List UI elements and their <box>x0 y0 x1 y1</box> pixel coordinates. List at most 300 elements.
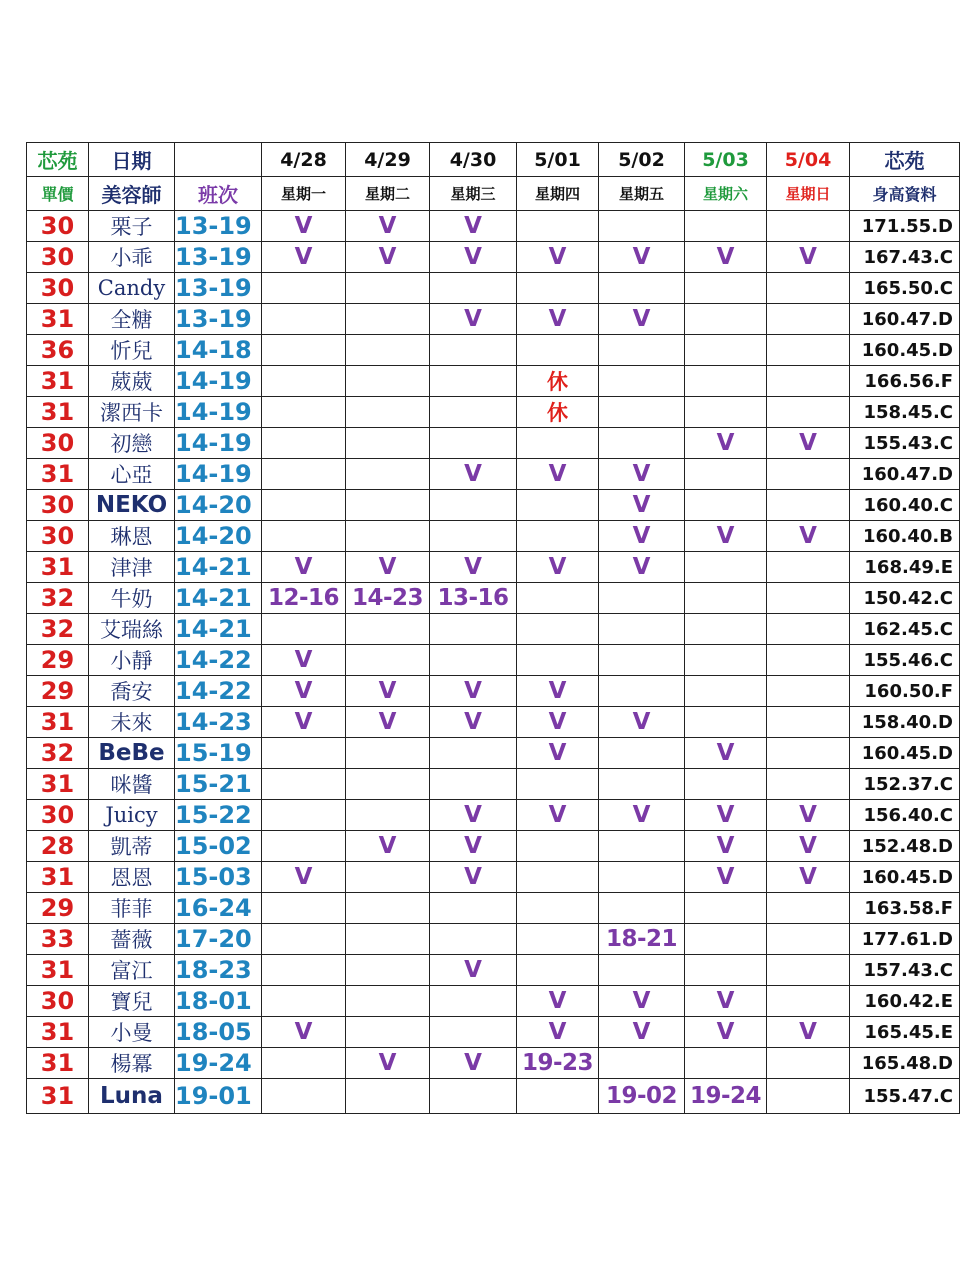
day-cell-empty <box>346 645 430 676</box>
day-cell-check: V <box>262 552 346 583</box>
day-cell-check: V <box>767 1017 850 1048</box>
day-cell-empty <box>517 211 599 242</box>
shift-cell: 14-20 <box>175 490 262 521</box>
price-cell: 29 <box>27 676 89 707</box>
day-cell-check: V <box>262 707 346 738</box>
table-row <box>27 459 960 490</box>
day-cell-empty <box>599 583 685 614</box>
table-row <box>27 211 960 242</box>
stylist-name: 初戀 <box>89 428 175 459</box>
day-cell-check: V <box>517 986 599 1017</box>
day-cell-empty <box>599 366 685 397</box>
day-cell-time: 18-21 <box>599 924 685 955</box>
day-cell-empty <box>599 397 685 428</box>
day-cell-check: V <box>346 1048 430 1079</box>
stylist-name: 艾瑞絲 <box>89 614 175 645</box>
day-cell-empty <box>262 273 346 304</box>
day-cell-check: V <box>430 707 517 738</box>
stylist-name: Candy <box>89 273 175 304</box>
price-cell: 36 <box>27 335 89 366</box>
stylist-name: 寶兒 <box>89 986 175 1017</box>
day-cell-empty <box>262 831 346 862</box>
shift-cell: 17-20 <box>175 924 262 955</box>
day-cell-check: V <box>430 459 517 490</box>
stylist-name: 牛奶 <box>89 583 175 614</box>
day-cell-time: 12-16 <box>262 583 346 614</box>
header-row-labels <box>27 177 960 211</box>
shift-cell: 15-03 <box>175 862 262 893</box>
weekday-cell-saturday: 星期六 <box>685 177 767 211</box>
day-cell-empty <box>767 769 850 800</box>
price-cell: 31 <box>27 955 89 986</box>
height-cell: 157.43.C <box>850 955 960 986</box>
day-cell-empty <box>685 211 767 242</box>
day-cell-empty <box>262 366 346 397</box>
day-cell-empty <box>262 800 346 831</box>
height-cell: 152.37.C <box>850 769 960 800</box>
table-row <box>27 831 960 862</box>
day-cell-empty <box>346 955 430 986</box>
day-cell-check: V <box>262 645 346 676</box>
table-row <box>27 1079 960 1114</box>
day-cell-empty <box>346 769 430 800</box>
day-cell-empty <box>685 924 767 955</box>
table-row <box>27 273 960 304</box>
day-cell-empty <box>767 614 850 645</box>
day-cell-empty <box>599 1048 685 1079</box>
day-cell-empty <box>262 304 346 335</box>
day-cell-check: V <box>346 242 430 273</box>
weekday-cell: 星期一 <box>262 177 346 211</box>
day-cell-empty <box>262 521 346 552</box>
height-cell: 160.45.D <box>850 335 960 366</box>
price-cell: 30 <box>27 521 89 552</box>
day-cell-check: V <box>599 521 685 552</box>
day-cell-check: V <box>346 211 430 242</box>
table-row <box>27 242 960 273</box>
shift-cell: 16-24 <box>175 893 262 924</box>
weekday-cell-sunday: 星期日 <box>767 177 850 211</box>
table-row <box>27 397 960 428</box>
height-cell: 165.48.D <box>850 1048 960 1079</box>
day-cell-empty <box>517 645 599 676</box>
stylist-name: 未來 <box>89 707 175 738</box>
price-cell: 31 <box>27 707 89 738</box>
day-cell-empty <box>346 366 430 397</box>
day-cell-rest: 休 <box>517 366 599 397</box>
day-cell-check: V <box>346 831 430 862</box>
day-cell-empty <box>346 986 430 1017</box>
shift-cell: 19-24 <box>175 1048 262 1079</box>
table-row <box>27 645 960 676</box>
day-cell-check: V <box>517 304 599 335</box>
day-cell-empty <box>262 459 346 490</box>
height-cell: 158.45.C <box>850 397 960 428</box>
day-cell-empty <box>346 924 430 955</box>
weekday-cell: 星期五 <box>599 177 685 211</box>
day-cell-check: V <box>517 738 599 769</box>
day-cell-check: V <box>517 242 599 273</box>
day-cell-check: V <box>430 800 517 831</box>
shift-cell: 19-01 <box>175 1079 262 1114</box>
day-cell-empty <box>430 924 517 955</box>
price-cell: 30 <box>27 428 89 459</box>
stylist-name: 咪醬 <box>89 769 175 800</box>
height-cell: 160.45.D <box>850 862 960 893</box>
day-cell-empty <box>767 893 850 924</box>
day-cell-empty <box>685 707 767 738</box>
day-cell-empty <box>767 583 850 614</box>
height-cell: 150.42.C <box>850 583 960 614</box>
day-cell-empty <box>767 211 850 242</box>
header-row-dates <box>27 143 960 177</box>
shift-cell: 14-19 <box>175 397 262 428</box>
stylist-name: 小乖 <box>89 242 175 273</box>
day-cell-empty <box>430 397 517 428</box>
day-cell-empty <box>346 614 430 645</box>
day-cell-empty <box>685 583 767 614</box>
day-cell-empty <box>767 1048 850 1079</box>
height-cell: 160.42.E <box>850 986 960 1017</box>
stylist-name: 全糖 <box>89 304 175 335</box>
stylist-name: 琳恩 <box>89 521 175 552</box>
date-cell: 4/29 <box>346 143 430 177</box>
shift-cell: 14-18 <box>175 335 262 366</box>
height-label: 身高資料 <box>850 177 960 211</box>
day-cell-empty <box>599 738 685 769</box>
day-cell-empty <box>685 676 767 707</box>
shift-cell: 15-21 <box>175 769 262 800</box>
day-cell-check: V <box>430 1048 517 1079</box>
day-cell-check: V <box>599 304 685 335</box>
stylist-name: BeBe <box>89 738 175 769</box>
day-cell-check: V <box>517 552 599 583</box>
day-cell-empty <box>262 335 346 366</box>
day-cell-check: V <box>599 242 685 273</box>
day-cell-check: V <box>767 800 850 831</box>
day-cell-empty <box>599 428 685 459</box>
day-cell-empty <box>262 397 346 428</box>
height-cell: 165.50.C <box>850 273 960 304</box>
day-cell-check: V <box>767 428 850 459</box>
table-row <box>27 800 960 831</box>
table-row <box>27 335 960 366</box>
empty-header-cell <box>175 143 262 177</box>
price-cell: 30 <box>27 986 89 1017</box>
day-cell-empty <box>517 862 599 893</box>
day-cell-empty <box>767 1079 850 1114</box>
day-cell-check: V <box>599 707 685 738</box>
table-row <box>27 862 960 893</box>
table-row <box>27 924 960 955</box>
price-cell: 31 <box>27 1017 89 1048</box>
day-cell-empty <box>262 769 346 800</box>
day-cell-check: V <box>599 800 685 831</box>
day-cell-check: V <box>685 521 767 552</box>
day-cell-empty <box>430 769 517 800</box>
day-cell-empty <box>517 335 599 366</box>
stylist-name: 恩恩 <box>89 862 175 893</box>
day-cell-check: V <box>262 211 346 242</box>
day-cell-empty <box>346 862 430 893</box>
day-cell-check: V <box>262 676 346 707</box>
day-cell-empty <box>517 521 599 552</box>
price-cell: 32 <box>27 738 89 769</box>
price-cell: 30 <box>27 490 89 521</box>
day-cell-empty <box>767 645 850 676</box>
shift-cell: 14-22 <box>175 676 262 707</box>
day-cell-empty <box>262 924 346 955</box>
stylist-name: 小曼 <box>89 1017 175 1048</box>
height-cell: 160.45.D <box>850 738 960 769</box>
day-cell-rest: 休 <box>517 397 599 428</box>
date-cell: 5/02 <box>599 143 685 177</box>
height-cell: 160.47.D <box>850 304 960 335</box>
shift-label: 班次 <box>175 177 262 211</box>
day-cell-time: 19-24 <box>685 1079 767 1114</box>
shift-cell: 14-19 <box>175 459 262 490</box>
stylist-name: 潔西卡 <box>89 397 175 428</box>
date-cell: 4/30 <box>430 143 517 177</box>
day-cell-empty <box>430 428 517 459</box>
weekday-cell: 星期四 <box>517 177 599 211</box>
day-cell-empty <box>262 955 346 986</box>
day-cell-empty <box>685 614 767 645</box>
day-cell-empty <box>346 738 430 769</box>
day-cell-check: V <box>599 459 685 490</box>
price-cell: 32 <box>27 614 89 645</box>
stylist-name: 楊冪 <box>89 1048 175 1079</box>
day-cell-check: V <box>599 986 685 1017</box>
day-cell-empty <box>346 1017 430 1048</box>
price-cell: 31 <box>27 1079 89 1114</box>
height-cell: 163.58.F <box>850 893 960 924</box>
shift-cell: 14-19 <box>175 428 262 459</box>
price-cell: 31 <box>27 397 89 428</box>
table-row <box>27 986 960 1017</box>
day-cell-empty <box>685 273 767 304</box>
price-cell: 29 <box>27 893 89 924</box>
day-cell-check: V <box>767 831 850 862</box>
day-cell-empty <box>767 304 850 335</box>
day-cell-empty <box>685 304 767 335</box>
day-cell-check: V <box>599 490 685 521</box>
day-cell-empty <box>262 738 346 769</box>
height-cell: 167.43.C <box>850 242 960 273</box>
day-cell-empty <box>517 273 599 304</box>
day-cell-empty <box>430 273 517 304</box>
brand-left: 芯苑 <box>27 143 89 177</box>
shift-cell: 14-20 <box>175 521 262 552</box>
day-cell-check: V <box>430 552 517 583</box>
table-row <box>27 304 960 335</box>
price-cell: 28 <box>27 831 89 862</box>
day-cell-check: V <box>685 862 767 893</box>
day-cell-empty <box>517 831 599 862</box>
day-cell-empty <box>685 490 767 521</box>
day-cell-check: V <box>517 1017 599 1048</box>
table-row <box>27 676 960 707</box>
price-cell: 31 <box>27 366 89 397</box>
day-cell-empty <box>685 769 767 800</box>
day-cell-time: 19-02 <box>599 1079 685 1114</box>
stylist-name: 菲菲 <box>89 893 175 924</box>
day-cell-check: V <box>685 428 767 459</box>
day-cell-empty <box>346 273 430 304</box>
stylist-name: 心亞 <box>89 459 175 490</box>
day-cell-check: V <box>685 800 767 831</box>
day-cell-check: V <box>262 862 346 893</box>
day-cell-empty <box>262 490 346 521</box>
day-cell-empty <box>599 955 685 986</box>
price-cell: 31 <box>27 304 89 335</box>
day-cell-empty <box>430 1017 517 1048</box>
day-cell-check: V <box>262 242 346 273</box>
shift-cell: 14-23 <box>175 707 262 738</box>
price-cell: 30 <box>27 800 89 831</box>
stylist-name: 薔薇 <box>89 924 175 955</box>
price-cell: 31 <box>27 769 89 800</box>
day-cell-empty <box>517 955 599 986</box>
day-cell-check: V <box>599 552 685 583</box>
weekday-cell: 星期二 <box>346 177 430 211</box>
day-cell-empty <box>599 273 685 304</box>
day-cell-check: V <box>430 676 517 707</box>
day-cell-check: V <box>685 831 767 862</box>
shift-cell: 13-19 <box>175 273 262 304</box>
day-cell-check: V <box>430 211 517 242</box>
day-cell-empty <box>346 304 430 335</box>
day-cell-empty <box>599 614 685 645</box>
day-cell-empty <box>346 335 430 366</box>
day-cell-empty <box>346 428 430 459</box>
height-cell: 160.47.D <box>850 459 960 490</box>
shift-cell: 15-22 <box>175 800 262 831</box>
stylist-name: 富江 <box>89 955 175 986</box>
shift-cell: 14-21 <box>175 614 262 645</box>
weekday-cell: 星期三 <box>430 177 517 211</box>
table-row <box>27 583 960 614</box>
day-cell-empty <box>599 676 685 707</box>
day-cell-empty <box>262 893 346 924</box>
height-cell: 158.40.D <box>850 707 960 738</box>
day-cell-check: V <box>517 707 599 738</box>
shift-cell: 14-21 <box>175 552 262 583</box>
price-cell: 30 <box>27 273 89 304</box>
height-cell: 168.49.E <box>850 552 960 583</box>
table-row <box>27 521 960 552</box>
day-cell-check: V <box>685 242 767 273</box>
day-cell-empty <box>685 645 767 676</box>
table-row <box>27 738 960 769</box>
table-row <box>27 552 960 583</box>
height-cell: 166.56.F <box>850 366 960 397</box>
day-cell-check: V <box>346 707 430 738</box>
day-cell-empty <box>517 428 599 459</box>
shift-cell: 15-19 <box>175 738 262 769</box>
stylist-name: 凱蒂 <box>89 831 175 862</box>
table-row <box>27 428 960 459</box>
day-cell-check: V <box>685 738 767 769</box>
table-row <box>27 614 960 645</box>
shift-cell: 14-22 <box>175 645 262 676</box>
day-cell-empty <box>767 397 850 428</box>
day-cell-empty <box>262 1048 346 1079</box>
shift-cell: 13-19 <box>175 211 262 242</box>
stylist-name: 小靜 <box>89 645 175 676</box>
day-cell-empty <box>517 769 599 800</box>
day-cell-empty <box>346 459 430 490</box>
price-cell: 29 <box>27 645 89 676</box>
price-cell: 31 <box>27 862 89 893</box>
table-row <box>27 769 960 800</box>
date-cell-saturday: 5/03 <box>685 143 767 177</box>
brand-right: 芯苑 <box>850 143 960 177</box>
day-cell-empty <box>685 335 767 366</box>
day-cell-check: V <box>430 304 517 335</box>
day-cell-empty <box>346 800 430 831</box>
day-cell-empty <box>685 893 767 924</box>
shift-cell: 18-23 <box>175 955 262 986</box>
height-cell: 155.43.C <box>850 428 960 459</box>
stylist-name: 栗子 <box>89 211 175 242</box>
day-cell-check: V <box>430 242 517 273</box>
height-cell: 162.45.C <box>850 614 960 645</box>
table-row <box>27 707 960 738</box>
schedule-body <box>27 143 960 1114</box>
date-cell-sunday: 5/04 <box>767 143 850 177</box>
day-cell-empty <box>517 614 599 645</box>
shift-cell: 13-19 <box>175 304 262 335</box>
day-cell-empty <box>685 459 767 490</box>
day-cell-check: V <box>517 676 599 707</box>
shift-cell: 14-21 <box>175 583 262 614</box>
day-cell-empty <box>767 707 850 738</box>
table-row <box>27 893 960 924</box>
day-cell-empty <box>767 986 850 1017</box>
day-cell-empty <box>599 645 685 676</box>
table-row <box>27 1048 960 1079</box>
day-cell-empty <box>767 366 850 397</box>
price-cell: 32 <box>27 583 89 614</box>
day-cell-check: V <box>430 862 517 893</box>
price-cell: 30 <box>27 211 89 242</box>
day-cell-empty <box>767 924 850 955</box>
day-cell-check: V <box>767 521 850 552</box>
stylist-name: NEKO <box>89 490 175 521</box>
day-cell-empty <box>262 1079 346 1114</box>
date-cell: 5/01 <box>517 143 599 177</box>
height-cell: 155.47.C <box>850 1079 960 1114</box>
day-cell-check: V <box>767 242 850 273</box>
day-cell-check: V <box>430 831 517 862</box>
day-cell-empty <box>685 552 767 583</box>
height-cell: 165.45.E <box>850 1017 960 1048</box>
day-cell-empty <box>767 273 850 304</box>
schedule-table <box>26 142 960 1114</box>
day-cell-empty <box>599 831 685 862</box>
stylist-name: Juicy <box>89 800 175 831</box>
height-cell: 152.48.D <box>850 831 960 862</box>
day-cell-empty <box>430 738 517 769</box>
day-cell-check: V <box>346 676 430 707</box>
day-cell-empty <box>430 521 517 552</box>
height-cell: 171.55.D <box>850 211 960 242</box>
day-cell-empty <box>430 366 517 397</box>
day-cell-empty <box>767 955 850 986</box>
day-cell-time: 14-23 <box>346 583 430 614</box>
stylist-label: 美容師 <box>89 177 175 211</box>
